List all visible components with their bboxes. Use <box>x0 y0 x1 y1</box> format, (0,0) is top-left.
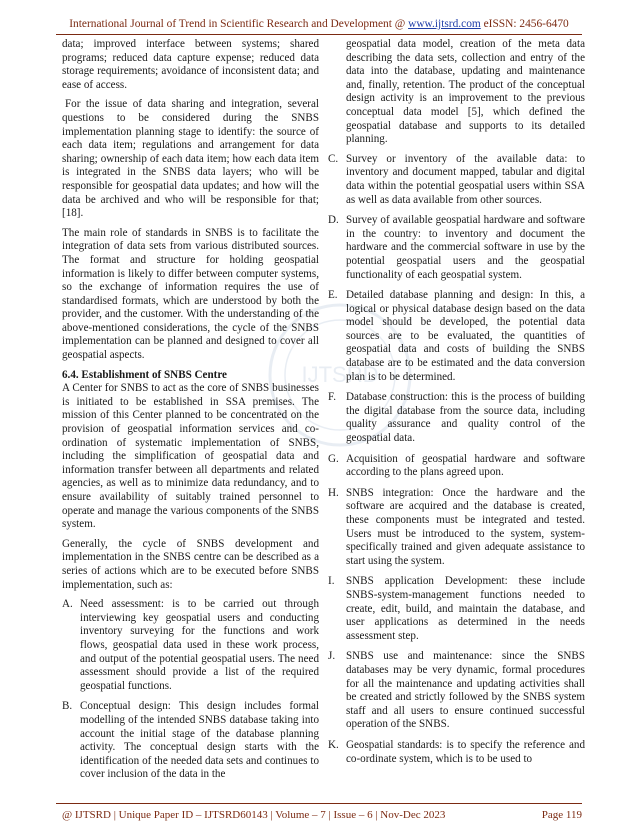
paragraph: data; improved interface between systems; shared programs; reduced data capture expense; reduced data storage requirements; avoidance of inconsistent data; and ease of access. <box>62 38 319 91</box>
list-item <box>328 650 585 732</box>
list-item-text: SNBS use and maintenance: since the SNBS databases may be very dynamic, formal procedures for all the maintenance and updating activities shall be created and strictly followed by the SNBS system staff and all users to ensure continued successful operation of the SNBS. <box>346 650 585 731</box>
list-item <box>328 487 585 569</box>
list-item <box>328 214 585 282</box>
paragraph: Generally, the cycle of SNBS development and implementation in the SNBS centre can be described as a series of actions which are to be executed before SNBS implementation, such as: <box>62 537 319 591</box>
footer-rule <box>56 803 582 804</box>
list-marker: C. <box>328 152 339 165</box>
list-item <box>328 391 585 445</box>
paragraph: geospatial data model, creation of the meta data describing the data sets, collection and entry of the data into the database, updating and maintenance and, finally, retention. The product of the conceptual design activity is an improvement to the previous conceptual data model [5], which defined the geospatial database and supports to its detailed planning. <box>346 38 585 146</box>
list-item-text: Conceptual design: This design includes formal modelling of the intended SNBS database taking into account the initial stage of the database planning activity. The conceptual design starts with the identification of the needed data sets and continues to cover inclusion of the data in the <box>80 700 319 781</box>
list-marker: D. <box>328 214 339 227</box>
list-marker: B. <box>62 700 73 713</box>
step-list-left <box>62 598 319 782</box>
list-item <box>328 575 585 643</box>
header-rule <box>56 34 582 35</box>
left-column <box>62 38 319 788</box>
list-item-text: Survey or inventory of the available data: to inventory and document mapped, tabular and digital data within the potential geospatial users within SSA as well as data available from other sources. <box>346 152 585 206</box>
list-item-text: Need assessment: is to be carried out through interviewing key geospatial users and conducting inventory surveying for the functions and work flows, geospatial data used in these work process, and output of the potential geospatial users. The need assessment should provide a list of the required geospatial functions. <box>80 598 319 692</box>
list-item-text: SNBS integration: Once the hardware and the software are acquired and the database is created, these components must be integrated and tested. Users must be introduced to the system, system-specifically trained and given adequate assistance to start using the system. <box>346 486 585 567</box>
header-issn: eISSN: 2456-6470 <box>480 18 569 30</box>
list-marker: F. <box>328 391 337 404</box>
list-marker: J. <box>328 650 336 663</box>
list-item-text: Acquisition of geospatial hardware and software according to the plans agreed upon. <box>346 452 585 479</box>
list-item-text: SNBS application Development: these include SNBS-system-management functions needed to create, edit, build, and maintain the database, and user applications as determined in the needs assessment step. <box>346 575 585 642</box>
list-item-text: Database construction: this is the process of building the digital database from the source data, including quality assurance and quality control of the geospatial data. <box>346 391 585 445</box>
list-item <box>328 453 585 480</box>
list-marker: A. <box>62 598 73 611</box>
header-journal-link[interactable]: www.ijtsrd.com <box>408 18 481 30</box>
list-item <box>62 598 319 693</box>
list-item <box>328 739 585 766</box>
header-journal-name: International Journal of Trend in Scientific Research and Development @ <box>69 18 409 30</box>
right-column <box>328 38 585 788</box>
list-item <box>62 700 319 782</box>
list-marker: I. <box>328 575 335 588</box>
list-marker: E. <box>328 289 338 302</box>
list-item-text: Survey of available geospatial hardware and software in the country: to inventory and document the hardware and the commercial software in use by the potential geospatial users and the geospatial functionality of each geospatial system. <box>346 214 585 281</box>
running-footer <box>62 808 582 822</box>
paragraph: For the issue of data sharing and integration, several questions to be considered during the SNBS implementation planning stage to identify: the source of each data item; regulations and arrangement for data sharing; ownership of each data item; how each data item is integrated in the SNBS data layers; who will be responsible for geospatial data updates; and how will the data be archived and who will be responsible for that; [18]. <box>62 98 319 220</box>
list-item <box>328 289 585 384</box>
section-heading: 6.4. Establishment of SNBS Centre <box>62 368 227 381</box>
list-marker: K. <box>328 738 339 751</box>
watermark-text: IJTSRD <box>301 362 379 387</box>
list-item-text: Detailed database planning and design: In this, a logical or physical database design based on the data model should be developed, the potential data sources are to be evaluated, the quantities of geospatial data and costs of building the SNBS database are to be estimated and the data conversion plan is to be determined. <box>346 289 585 383</box>
paragraph: A Center for SNBS to act as the core of SNBS businesses is initiated to be established in SSA premises. The mission of this Center planned to be concentrated on the provision of geospatial information services and co-ordination of systematic implementation of SNBS, including the simplification of geospatial data and information transfer between all departments and related agencies, as well as to minimize data redundancy, and to ensure availability of suitably trained personnel to operate and manage the various components of the SNBS system. <box>62 382 319 531</box>
running-header <box>0 16 638 32</box>
list-item <box>328 153 585 207</box>
list-item-text: Geospatial standards: is to specify the reference and co-ordinate system, which is to be used to <box>346 738 585 765</box>
list-marker: G. <box>328 452 339 465</box>
footer-citation: @ IJTSRD | Unique Paper ID – IJTSRD60143 | Volume – 7 | Issue – 6 | Nov-Dec 2023 <box>62 809 446 821</box>
paragraph: The main role of standards in SNBS is to facilitate the integration of data sets from various distributed sources. The format and structure for holding geospatial information is likely to differ between computer systems, so the exchange of information requires the use of standardised formats, which are understood by both the provider, and the customer. With the understanding of the above-mentioned considerations, the cycle of the SNBS implementation can be planned and designed to cover all geospatial aspects. <box>62 226 319 362</box>
step-list-right <box>328 153 585 766</box>
page-number: Page 119 <box>541 809 582 821</box>
list-marker: H. <box>328 486 339 499</box>
